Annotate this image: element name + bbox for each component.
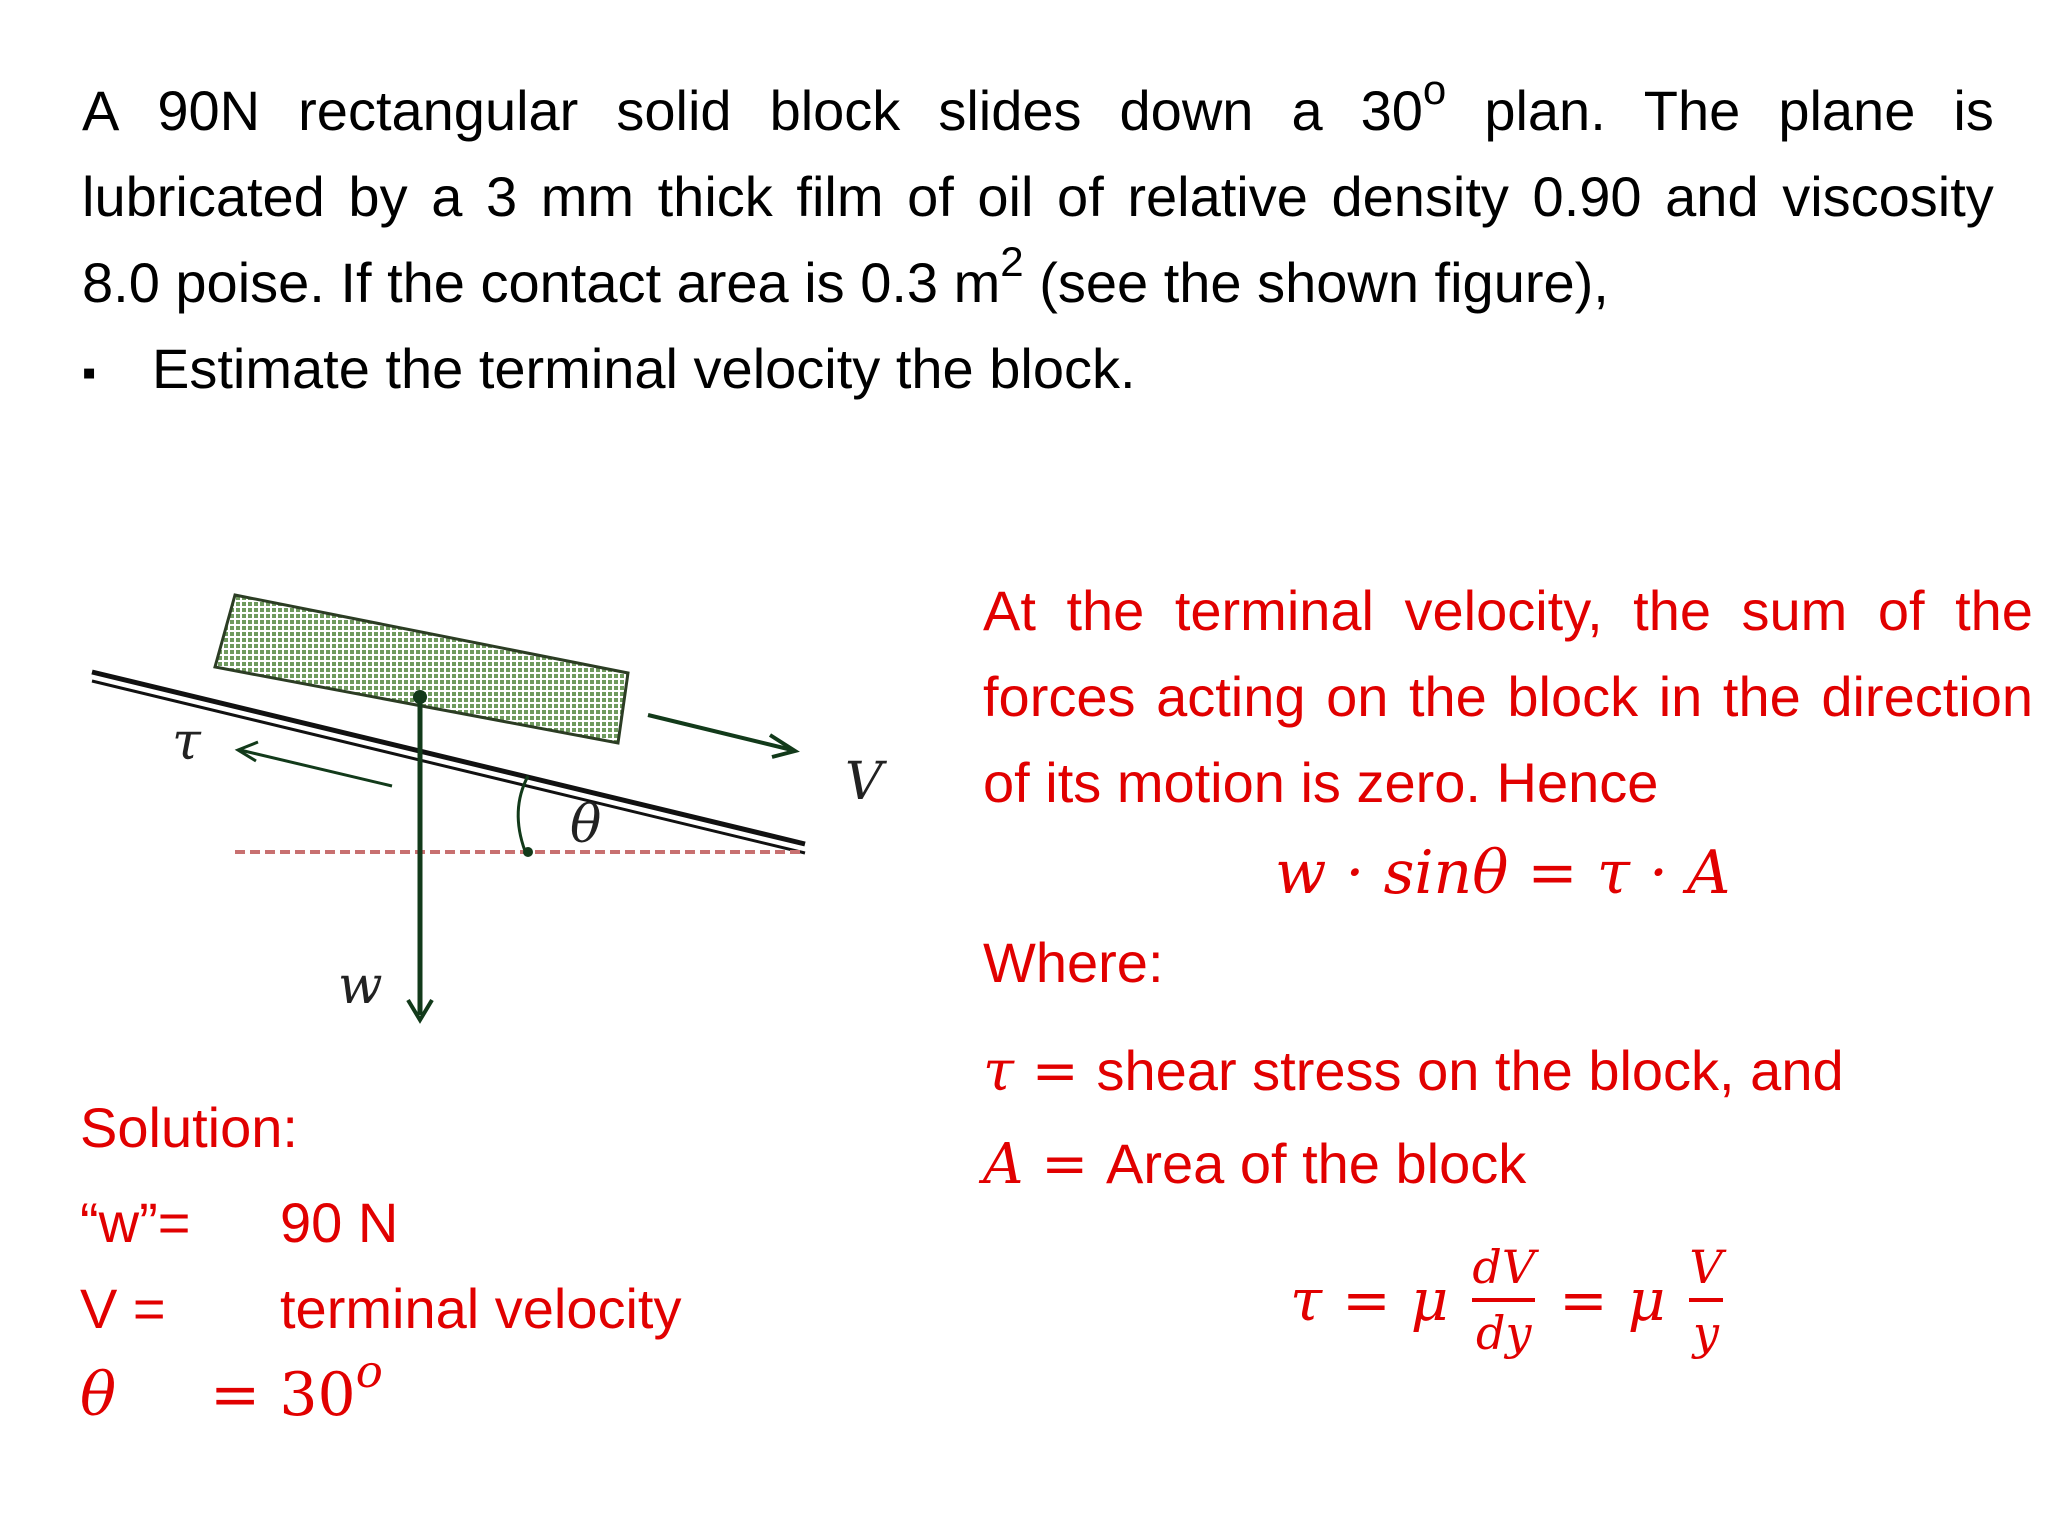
equals-sign: =	[1013, 1039, 1097, 1104]
word: A	[82, 79, 120, 142]
fraction-bar	[1472, 1298, 1535, 1302]
word: of	[1877, 579, 1925, 642]
explanation-line-3: of its motion is zero. Hence	[983, 751, 1659, 814]
word: forces	[983, 665, 1136, 728]
word: 90N	[157, 79, 261, 142]
degree-sup: o	[1422, 66, 1447, 114]
word: film	[796, 165, 884, 228]
word: acting	[1156, 665, 1306, 728]
word: relative	[1127, 165, 1308, 228]
inclined-plane-figure	[80, 560, 940, 1060]
word: sum	[1741, 579, 1848, 642]
word: the	[1633, 579, 1712, 642]
task-text: Estimate the terminal velocity the block.	[152, 337, 1136, 400]
word: is	[1953, 79, 1994, 142]
angle-value: = $30^o$	[210, 1345, 383, 1430]
word: in	[1658, 665, 1703, 728]
word: block	[1507, 665, 1639, 728]
equals-sign: =	[1342, 1266, 1391, 1334]
word: density	[1331, 165, 1509, 228]
word: a	[431, 165, 463, 228]
tau-symbol: τ	[1290, 1266, 1323, 1334]
theta-symbol: θ	[80, 1360, 117, 1430]
explanation-text	[983, 568, 2033, 826]
shear-arrow-line	[240, 750, 392, 786]
mu-symbol: μ	[1627, 1266, 1666, 1334]
velocity-value: terminal velocity	[280, 1277, 682, 1340]
word: direction	[1821, 665, 2033, 728]
degree-sup: o	[355, 1345, 383, 1399]
velocity-arrow-line	[648, 715, 792, 750]
word: thick	[657, 165, 773, 228]
equals-sign: =	[1023, 1132, 1106, 1197]
numerator: V	[1689, 1240, 1723, 1294]
weight-label: w	[338, 956, 383, 1016]
word: by	[348, 165, 408, 228]
word: and	[1665, 165, 1759, 228]
where-label: Where:	[983, 931, 1164, 994]
word: of	[907, 165, 954, 228]
word: the	[1722, 665, 1801, 728]
word: block	[769, 79, 901, 142]
word: plan.	[1484, 79, 1606, 142]
definition-tau	[983, 1025, 1844, 1118]
problem-line-3	[82, 240, 1994, 326]
definitions	[983, 1025, 1844, 1211]
mu-symbol: μ	[1410, 1266, 1449, 1334]
word: oil	[977, 165, 1034, 228]
solution-heading: Solution:	[80, 1096, 298, 1159]
word: the	[1408, 665, 1487, 728]
angle-vertex-dot	[523, 847, 533, 857]
problem-line-2	[82, 154, 1994, 240]
denominator: dy	[1476, 1306, 1532, 1360]
tau-definition: shear stress on the block, and	[1096, 1039, 1844, 1102]
numerator: dV	[1472, 1240, 1536, 1294]
force-balance-equation: w · sinθ = τ · A	[1275, 838, 1731, 908]
word: a	[1291, 79, 1323, 142]
word: terminal	[1174, 579, 1374, 642]
area-symbol: A	[983, 1132, 1024, 1197]
word: the	[1955, 579, 2033, 642]
equals-sign: =	[1559, 1266, 1608, 1334]
line3-post: (see the shown figure),	[1023, 251, 1609, 314]
word: velocity,	[1404, 579, 1603, 642]
tau-symbol: τ	[983, 1039, 1014, 1104]
weight-value: 90 N	[280, 1191, 399, 1254]
word: of	[1057, 165, 1104, 228]
word: plane	[1778, 79, 1916, 142]
word: solid	[616, 79, 732, 142]
velocity-label: V =	[80, 1277, 166, 1340]
weight-label: “w”=	[80, 1191, 191, 1254]
word: The	[1643, 79, 1741, 142]
task-line	[82, 326, 1994, 416]
word: viscosity	[1782, 165, 1994, 228]
word: down	[1119, 79, 1254, 142]
line3-pre: 8.0 poise. If the contact area is 0.3 m	[82, 251, 1001, 314]
explanation-line-1	[983, 568, 2033, 654]
word: on	[1326, 665, 1389, 728]
velocity-label: V	[845, 752, 883, 812]
problem-line-1	[82, 68, 1994, 154]
center-point	[413, 690, 427, 704]
theta-label: θ	[570, 795, 602, 855]
word: 3	[485, 165, 518, 228]
word: At	[983, 579, 1036, 642]
angle-value: 30$^o$	[1360, 66, 1447, 142]
squared-sup: 2	[1000, 238, 1024, 286]
problem-statement	[82, 68, 1994, 416]
word: lubricated	[82, 165, 325, 228]
figure-drawing	[80, 560, 940, 1060]
word: slides	[938, 79, 1082, 142]
fraction-dv-dy	[1472, 1238, 1535, 1362]
shear-stress-equation	[1280, 1225, 1737, 1375]
bullet-icon: ▪	[82, 351, 97, 396]
explanation-line-2	[983, 654, 2033, 740]
area-definition: Area of the block	[1105, 1132, 1527, 1195]
fraction-bar	[1689, 1298, 1722, 1302]
fraction-v-y	[1689, 1238, 1722, 1362]
definition-area	[983, 1118, 1844, 1211]
word: mm	[540, 165, 635, 228]
word: the	[1066, 579, 1145, 642]
tau-label: τ	[172, 712, 201, 772]
denominator: y	[1693, 1306, 1719, 1360]
word: 0.90	[1532, 165, 1642, 228]
word: rectangular	[298, 79, 579, 142]
